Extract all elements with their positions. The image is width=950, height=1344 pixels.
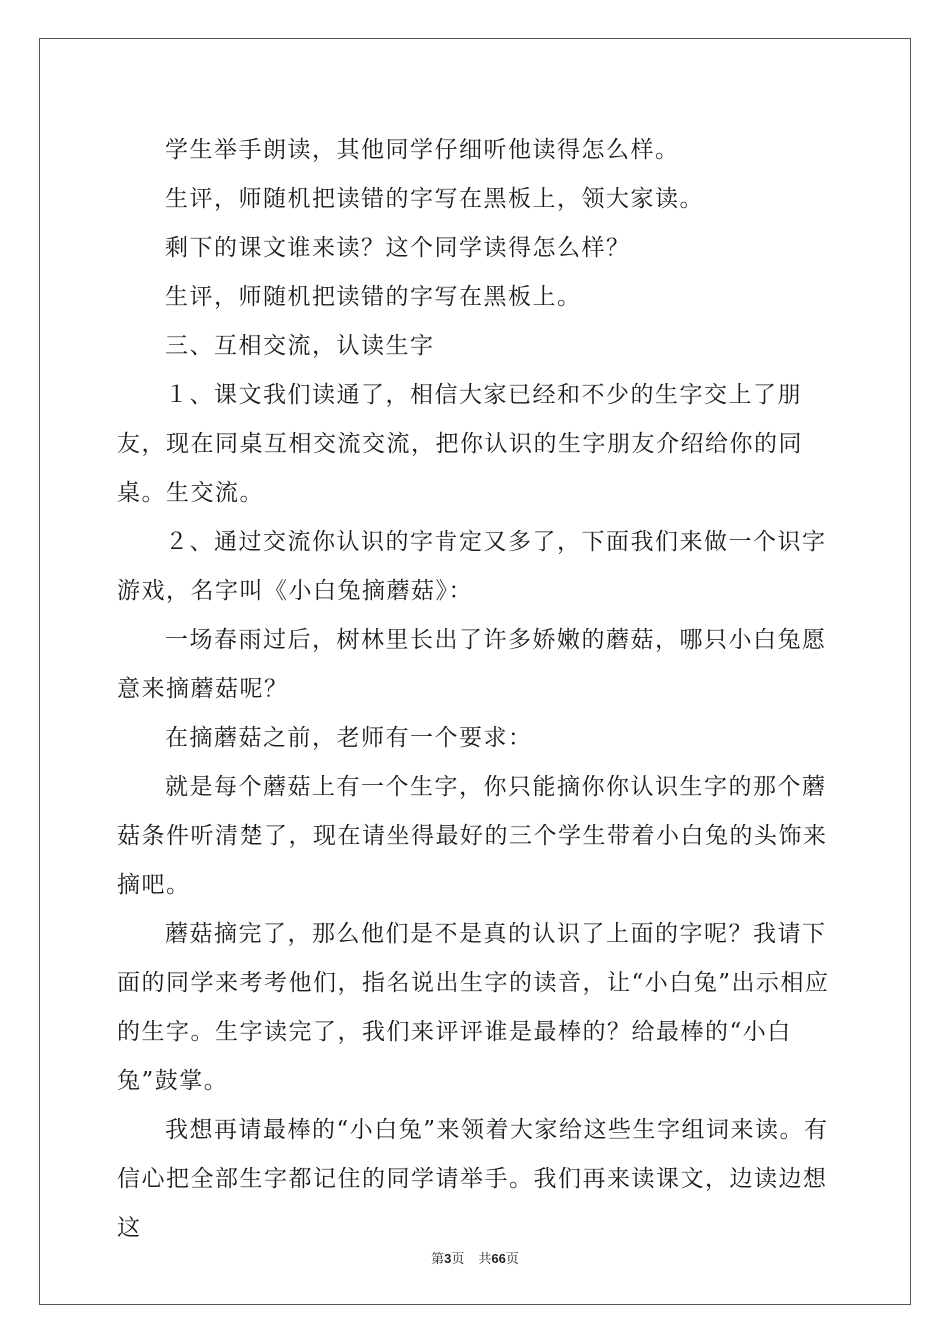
paragraph-11: 蘑菇摘完了，那么他们是不是真的认识了上面的字呢？我请下面的同学来考考他们，指名说出生字的读音，让“小白兔”出示相应的生字。生字读完了，我们来评评谁是最棒的？给最棒的“小白兔”鼓掌。 (117, 921, 830, 1094)
paragraph-1: 学生举手朗读，其他同学仔细听他读得怎么样。 (165, 137, 680, 163)
total-prefix: 共 (478, 1252, 492, 1267)
section-heading: 三、互相交流，认读生字 (165, 333, 435, 359)
page-footer (0, 1248, 950, 1267)
page-prefix: 第 (431, 1252, 445, 1267)
total-pages: 66 (491, 1251, 506, 1266)
paragraph-9: 在摘蘑菇之前，老师有一个要求： (165, 725, 533, 751)
page-number: 3 (444, 1251, 452, 1266)
document-body (117, 126, 837, 1253)
paragraph-8: 一场春雨过后，树林里长出了许多娇嫩的蘑菇，哪只小白兔愿意来摘蘑菇呢？ (117, 627, 827, 702)
paragraph-2: 生评，师随机把读错的字写在黑板上，领大家读。 (165, 186, 704, 212)
paragraph-7: ２、通过交流你认识的字肯定又多了，下面我们来做一个识字游戏，名字叫《小白兔摘蘑菇》： (117, 529, 827, 604)
paragraph-10: 就是每个蘑菇上有一个生字，你只能摘你你认识生字的那个蘑菇条件听清楚了，现在请坐得最好的三个学生带着小白兔的头饰来摘吧。 (117, 774, 828, 898)
total-suffix: 页 (505, 1252, 519, 1267)
paragraph-12: 我想再请最棒的“小白兔”来领着大家给这些生字组词来读。有信心把全部生字都记住的同学请举手。我们再来读课文，边读边想这 (117, 1117, 829, 1241)
paragraph-6: １、课文我们读通了，相信大家已经和不少的生字交上了朋友，现在同桌互相交流交流，把你认识的生字朋友介绍给你的同桌。生交流。 (117, 382, 803, 506)
paragraph-3: 剩下的课文谁来读？这个同学读得怎么样？ (165, 235, 631, 261)
paragraph-4: 生评，师随机把读错的字写在黑板上。 (165, 284, 582, 310)
page-suffix: 页 (451, 1252, 465, 1267)
